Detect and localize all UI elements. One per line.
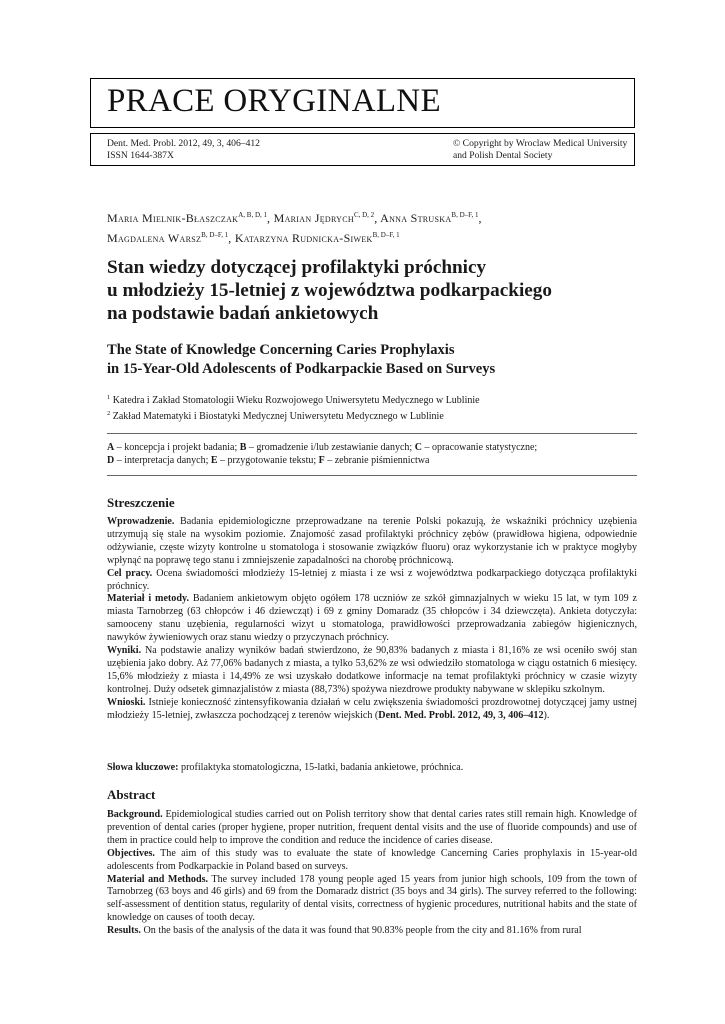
author-separator: , [374, 211, 381, 225]
section-header-box [90, 78, 635, 128]
streszczenie-body [107, 516, 637, 723]
author-name: Katarzyna Rudnicka-Siwek [234, 231, 373, 245]
title-pl-line: Stan wiedzy dotyczącej profilaktyki próchnicy [107, 257, 487, 278]
abstract-paragraph [107, 697, 637, 723]
paragraph-text: On the basis of the analysis of the data it was found that 90.83% people from the city and 81.16% from rural [140, 925, 582, 937]
contribution-legend [107, 441, 637, 467]
paragraph-text: Istnieje konieczność zintensyfikowania działań w celu zwiększenia świadomości prozdrowotnej dotyczącej jamy ustnej młodzieży 15-letniej, zwłaszcza pochodzącej z terenów wiejskich ( [107, 696, 637, 721]
paragraph-label: Cel pracy. [107, 567, 153, 579]
paragraph-label: Background. [107, 809, 163, 820]
paragraph-text: Na podstawie analizy wyników badań stwierdzono, że 90,83% badanych z miasta i 81,16% ze wsi oceniło swój stan uzębienia jako dobry. Aż 77,06% badanych z miasta, a tylko 53,62% ze wsi odwiedziło stomatologa w ciągu ostatnich 6 miesięcy. 15,6% młodzieży z miasta i 14,49% ze wsi uzyskało dodatkowe informacje na temat profilaktyki próchnicy w czasie wizyty kontrolnej. Duży odsetek gimnazjalistów z miasta (88,73%) spożywa niezdrowe produkty nabywane w sklepiku szkolnym. [107, 645, 637, 695]
contribution-code: B [239, 442, 247, 453]
contribution-line [107, 454, 637, 467]
author-name: Maria Mielnik-Błaszczak [107, 211, 239, 225]
abstract-paragraph [107, 925, 637, 938]
author-separator: , [267, 211, 274, 225]
affiliation-text: Zakład Matematyki i Biostatyki Medycznej Uniwersytetu Medycznego w Lublinie [112, 411, 444, 422]
author-contribution-codes: B, D–F, 1 [201, 231, 229, 239]
abstract-body [107, 809, 637, 938]
affiliations [107, 391, 637, 423]
title-en-line: The State of Knowledge Concerning Caries Prophylaxis [107, 342, 455, 358]
contribution-text: – zebranie piśmiennictwa [324, 455, 430, 466]
contribution-code: A [107, 442, 115, 453]
article-title-polish [107, 256, 637, 325]
contribution-text: – opracowanie statystyczne; [421, 442, 538, 453]
contribution-text: – koncepcja i projekt badania; [114, 442, 240, 453]
abstract-paragraph [107, 645, 637, 697]
contribution-text: – interpretacja danych; [114, 455, 211, 466]
author-name: Marian Jędrych [273, 211, 354, 225]
copyright-line-1: © Copyright by Wroclaw Medical University [453, 138, 628, 149]
paragraph-label: Wyniki. [107, 645, 142, 657]
divider [107, 475, 637, 476]
affiliation-number: 2 [107, 410, 111, 417]
paragraph-label: Wnioski. [107, 696, 146, 708]
paragraph-text: Epidemiological studies carried out on Polish territory show that dental caries rates still remain high. Knowledge of prevention of dental caries (proper hygiene, proper nutrition, frequent dental visits and the use of fluoride compounds) and use of them in practice could help to improve the condition and reduce the incidence of caries disease. [107, 809, 637, 846]
title-en-line: in 15-Year-Old Adolescents of Podkarpackie Based on Surveys [107, 361, 496, 377]
paragraph-tail: ). [543, 709, 550, 721]
contribution-code: F [318, 455, 325, 466]
abstract-heading: Abstract [107, 787, 156, 802]
abstract-paragraph [107, 874, 637, 926]
issn-line: ISSN 1644-387X [107, 150, 174, 161]
contribution-code: C [414, 442, 422, 453]
abstract-paragraph [107, 568, 637, 594]
author-name: Anna Struska [380, 211, 452, 225]
paragraph-text: Ocena świadomości młodzieży 15-letniej z miasta i ze wsi z województwa podkarpackiego dotycząca profilaktyki próchnicy. [107, 567, 637, 592]
paragraph-label: Materiał i metody. [107, 593, 189, 605]
keywords-label: Słowa kluczowe: [107, 762, 179, 773]
author-contribution-codes: A, B, D, 1 [238, 211, 268, 219]
paragraph-label: Results. [107, 925, 141, 937]
author-contribution-codes: B, D–F, 1 [451, 211, 479, 219]
contribution-line [107, 441, 637, 454]
keywords [107, 762, 637, 773]
author-list [107, 207, 627, 247]
affiliation-text: Katedra i Zakład Stomatologii Wieku Rozwojowego Uniwersytetu Medycznego w Lublinie [112, 395, 480, 406]
divider [107, 433, 637, 434]
paragraph-text: Badaniem ankietowym objęto ogółem 178 uczniów ze szkół gimnazjalnych w wieku 15 lat, w tym 109 z miasta Tarnobrzeg (63 chłopców i 46 dziewcząt) i 69 z gminy Domaradz (35 chłopców i 34 dziewczęta). Ankieta dotyczyła: samooceny stanu uzębienia, regularności wizyt u stomatologa, prawidłowości przeprowadzania zabiegów higienicznych, nawyków żywieniowych oraz stanu wiedzy o przyczynach próchnicy. [107, 593, 637, 644]
paragraph-label: Objectives. [107, 847, 155, 859]
journal-citation [107, 138, 260, 162]
copyright-line-2: and Polish Dental Society [453, 150, 553, 161]
title-pl-line: u młodzieży 15-letniej z województwa podkarpackiego [107, 280, 552, 301]
abstract-paragraph [107, 516, 637, 568]
section-title: PRACE ORYGINALNE [107, 83, 441, 119]
contribution-code: E [210, 455, 218, 466]
article-title-english [107, 341, 637, 379]
abstract-paragraph [107, 848, 637, 874]
keywords-text: profilaktyka stomatologiczna, 15-latki, badania ankietowe, próchnica. [178, 762, 464, 773]
affiliation-item [107, 391, 637, 407]
affiliation-item [107, 407, 637, 423]
paragraph-text: The aim of this study was to evaluate the state of knowledge Cancerning Caries prophylaxis in 15-year-old adolescents from Podkarpackie in Poland based on surveys. [107, 847, 637, 872]
copyright-notice [453, 138, 627, 162]
author-separator: , [478, 211, 482, 225]
paragraph-text: Badania epidemiologiczne przeprowadzane na terenie Polski pokazują, że wskaźniki próchnicy uzębienia utrzymują się stale na wysokim poziomie. Znajomość zasad profilaktyki próchnicy zębów (prawidłowa higiena, odpowiednie odżywianie, częste wizyty kontrolne u stomatologa i stosowanie związków fluoru) oraz wykorzystanie ich w praktyce mogłyby wpłynąć na poprawę tego stanu i zmniejszenie zapadalności na chorobę próchnicową. [107, 516, 637, 566]
title-pl-line: na podstawie badań ankietowych [107, 303, 379, 324]
journal-meta-box [90, 133, 635, 166]
streszczenie-heading: Streszczenie [107, 495, 175, 510]
paragraph-label: Wprowadzenie. [107, 516, 175, 527]
affiliation-number: 1 [107, 394, 111, 401]
citation: Dent. Med. Probl. 2012, 49, 3, 406–412 [378, 709, 544, 721]
author-contribution-codes: B, D–F, 1 [372, 231, 400, 239]
paragraph-text: The survey included 178 young people aged 15 years from junior high schools, 109 from the town of Tarnobrzeg (63 boys and 46 girls) and 69 from the Domaradz district (35 boys and 34 girls). The survey referred to the following: self-assessment of dentition status, regularity of dental visits, correctness of hygienic procedures, nutritional habits and the state of knowledge on causes of tooth decay. [107, 873, 638, 924]
paragraph-label: Material and Methods. [107, 873, 209, 885]
journal-line: Dent. Med. Probl. 2012, 49, 3, 406–412 [107, 138, 260, 149]
abstract-paragraph [107, 809, 637, 848]
contribution-text: – przygotowanie tekstu; [217, 455, 319, 466]
author-contribution-codes: C, D, 2 [353, 211, 375, 219]
abstract-paragraph [107, 593, 637, 645]
contribution-code: D [107, 455, 115, 466]
author-name: Magdalena Warsz [107, 231, 202, 245]
author-separator: , [228, 231, 235, 245]
contribution-text: – gromadzenie i/lub zestawianie danych; [246, 442, 415, 453]
